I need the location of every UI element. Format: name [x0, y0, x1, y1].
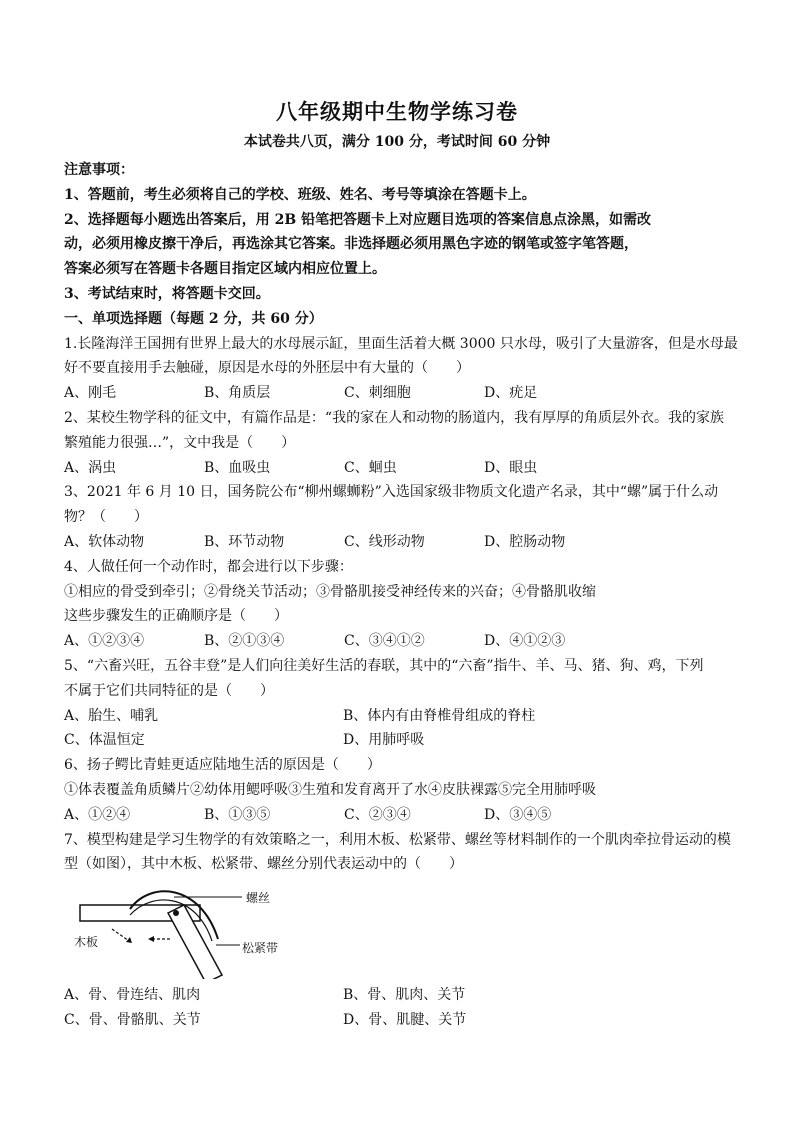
section-heading: 一、单项选择题（每题 2 分，共 60 分）	[64, 310, 323, 327]
label-elastic: 松紧带	[242, 941, 279, 956]
option-c: C、体温恒定	[64, 732, 145, 749]
question-text: 好不要直接用手去触碰，原因是水母的外胚层中有大量的（ ）	[64, 360, 470, 377]
option-d: D、用肺呼吸	[343, 732, 425, 749]
question-text: 繁殖能力很强…”，文中我是（ ）	[64, 434, 296, 451]
screw-shape	[173, 910, 179, 916]
options-row	[64, 728, 736, 753]
options-row	[64, 1008, 736, 1033]
option-c: C、骨、骨骼肌、关节	[64, 1011, 201, 1028]
option-c: C、蛔虫	[344, 459, 397, 476]
exam-content	[64, 158, 736, 1033]
question-text: 物？（ ）	[64, 509, 148, 526]
question-text: 型（如图），其中木板、松紧带、螺丝分别代表运动中的（ ）	[64, 856, 463, 873]
option-d: D、腔肠动物	[484, 533, 566, 550]
option-b: B、体内有由脊椎骨组成的脊柱	[343, 707, 536, 724]
option-b: B、骨、肌肉、关节	[343, 987, 466, 1004]
option-c: C、线形动物	[344, 533, 425, 550]
question-text: ①体表覆盖角质鳞片②幼体用鳃呼吸③生殖和发育离开了水④皮肤裸露⑤完全用肺呼吸	[64, 781, 596, 798]
options-row	[64, 983, 736, 1008]
option-a: A、胎生、哺乳	[64, 707, 159, 724]
option-b: B、血吸虫	[204, 459, 271, 476]
question-1	[64, 332, 736, 406]
muscle-model-figure	[70, 879, 330, 979]
option-d: D、③④⑤	[484, 806, 552, 823]
muscle-model-diagram	[70, 879, 330, 979]
option-c: C、②③④	[344, 806, 411, 823]
option-c: C、刺细胞	[344, 385, 411, 402]
page-title: 八年级期中生物学练习卷	[276, 99, 518, 124]
options-row	[64, 803, 736, 828]
notice-item: 答案必须写在答题卡各题目指定区域内相应位置上。	[64, 261, 386, 278]
options-row	[64, 456, 736, 481]
option-c: C、③④①②	[344, 633, 425, 650]
option-b: B、①③⑤	[204, 806, 271, 823]
notice-item: 3、考试结束时，将答题卡交回。	[64, 285, 270, 302]
options-row	[64, 629, 736, 654]
option-a: A、刚毛	[64, 385, 117, 402]
option-a: A、涡虫	[64, 459, 117, 476]
option-a: A、①②④	[64, 806, 131, 823]
option-d: D、骨、肌腱、关节	[343, 1011, 467, 1028]
option-d: D、④①②③	[484, 633, 566, 650]
arrow-head	[126, 937, 132, 943]
label-board: 木板	[74, 935, 99, 950]
question-text: 6、扬子鳄比青蛙更适应陆地生活的原因是（ ）	[64, 757, 381, 774]
option-b: B、环节动物	[204, 533, 285, 550]
notice-item: 动，必须用橡皮擦干净后，再选涂其它答案。非选择题必须用黑色字迹的钢笔或签字笔答题，	[64, 236, 638, 253]
question-text: 4、人做任何一个动作时，都会进行以下步骤：	[64, 558, 353, 575]
option-d: D、疣足	[484, 385, 538, 402]
question-text: 不属于它们共同特征的是（ ）	[64, 682, 274, 699]
question-text: 这些步骤发生的正确顺序是（ ）	[64, 608, 288, 625]
question-text: 7、模型构建是学习生物学的有效策略之一，利用木板、松紧带、螺丝等材料制作的一个肌肉牵拉骨运动的模	[64, 831, 731, 848]
options-row	[64, 530, 736, 555]
question-6	[64, 753, 736, 827]
label-screw: 螺丝	[246, 891, 271, 906]
question-text: ①相应的骨受到牵引；②骨绕关节活动；③骨骼肌接受神经传来的兴奋；④骨骼肌收缩	[64, 583, 596, 600]
options-row	[64, 704, 736, 729]
arrow-head	[148, 936, 154, 942]
notice-item: 1、答题前，考生必须将自己的学校、班级、姓名、考号等填涂在答题卡上。	[64, 186, 536, 203]
question-4	[64, 555, 736, 654]
option-a: A、①②③④	[64, 633, 145, 650]
page-subtitle: 本试卷共八页，满分 100 分，考试时间 60 分钟	[243, 134, 551, 150]
question-2	[64, 406, 736, 480]
question-text: 3、2021 年 6 月 10 日，国务院公布“柳州螺蛳粉”入选国家级非物质文化遗产名录，其中“螺”属于什么动	[64, 484, 719, 501]
question-text: 5、“六畜兴旺，五谷丰登”是人们向往美好生活的春联，其中的“六畜”指牛、羊、马、猪、狗、鸡，下列	[64, 657, 704, 674]
option-b: B、角质层	[204, 385, 271, 402]
options-row	[64, 381, 736, 406]
option-b: B、②①③④	[204, 633, 285, 650]
option-a: A、骨、骨连结、肌肉	[64, 987, 201, 1004]
question-text: 1.长隆海洋王国拥有世界上最大的水母展示缸，里面生活着大概 3000 只水母，吸引了大量游客，但是水母最	[64, 335, 738, 352]
option-a: A、软体动物	[64, 533, 145, 550]
question-7	[64, 828, 736, 1033]
notice-heading: 注意事项：	[64, 162, 134, 178]
option-d: D、眼虫	[484, 459, 538, 476]
notice-item: 2、选择题每小题选出答案后，用 2B 铅笔把答题卡上对应题目选项的答案信息点涂黑，如需改	[64, 211, 652, 228]
question-3	[64, 480, 736, 554]
question-text: 2、某校生物学科的征文中，有篇作品是：“我的家在人和动物的肠道内，我有厚厚的角质层外衣。我的家族	[64, 409, 725, 426]
question-5	[64, 654, 736, 753]
